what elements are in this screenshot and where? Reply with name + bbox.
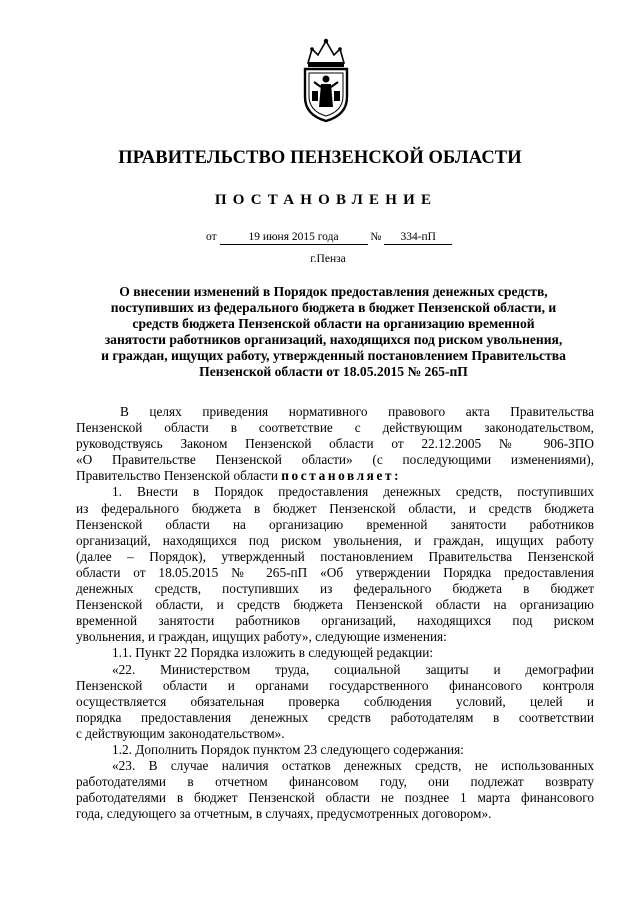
document-number: 334-пП (384, 230, 452, 245)
subject-line: поступивших из федерального бюджета в бюджет Пензенской области, и (110, 300, 557, 316)
body-line: работодателями в отчетном финансовом году, они подлежат возврату (76, 774, 594, 790)
body-line: организаций, находящихся под риском увольнения, и граждан, ищущих работу (76, 532, 594, 548)
body-line: работодателями в бюджет Пензенской области не позднее 1 марта финансового (76, 790, 594, 806)
body-line: «23. В случае наличия остатков денежных средств, не использованных (112, 758, 594, 774)
body-line: руководствуясь Законом Пензенской области от 22.12.2005 № 906-ЗПО (76, 436, 594, 452)
body-line: «О Правительстве Пензенской области» (с последующими изменениями), (76, 452, 594, 468)
date-number-line (206, 230, 452, 245)
document-body (76, 404, 594, 822)
subject-line: и граждан, ищущих работу, утвержденный постановлением Правительства (101, 348, 566, 364)
body-line: временной занятости работников организаций, находящихся под риском (76, 613, 594, 629)
body-line: В целях приведения нормативного правового акта Правительства (120, 404, 594, 419)
body-line (76, 468, 594, 484)
subject-line: занятости работников организаций, находящихся под риском увольнения, (104, 332, 563, 348)
penza-region-coat-of-arms-icon (302, 35, 350, 123)
subject-line: средств бюджета Пензенской области на организацию временной (132, 316, 535, 332)
body-line: порядка предоставления денежных средств работодателям в соответствии (76, 709, 594, 725)
city: г.Пенза (310, 253, 346, 265)
government-title: ПРАВИТЕЛЬСТВО ПЕНЗЕНСКОЙ ОБЛАСТИ (118, 148, 522, 168)
body-line: года, следующего за отчетным, в случаях, предусмотренных договором». (76, 806, 492, 822)
body-line: области от 18.05.2015 № 265-пП «Об утверждении Порядка предоставления (76, 564, 594, 580)
body-line: с действующим законодательством». (76, 725, 285, 741)
document-type: ПОСТАНОВЛЕНИЕ (214, 192, 438, 208)
body-line: Пензенской области, и средств бюджета Пензенской области на организацию (76, 597, 594, 613)
body-line: 1. Внести в Порядок предоставления денежных средств, поступивших (112, 484, 594, 500)
document-date: 19 июня 2015 года (220, 230, 368, 245)
body-line: 1.1. Пункт 22 Порядка изложить в следующей редакции: (112, 645, 434, 661)
body-line: «22. Министерством труда, социальной защиты и демографии (112, 661, 594, 677)
subject-line: Пензенской области от 18.05.2015 № 265-пП (199, 364, 468, 380)
body-line: из федерального бюджета в бюджет Пензенской области, и средств бюджета (76, 500, 594, 516)
resolves-keyword: постановляет: (281, 468, 402, 484)
body-line: 1.2. Дополнить Порядок пунктом 23 следующего содержания: (112, 741, 464, 757)
body-line: Пензенской области на организацию временной занятости работников (76, 516, 594, 532)
body-text: Правительство Пензенской области (76, 468, 282, 484)
number-prefix: № (370, 231, 382, 243)
body-line: (далее – Порядок), утвержденный постановлением Правительства Пензенской (76, 548, 594, 564)
date-prefix: от (206, 231, 217, 243)
body-line: увольнения, и граждан, ищущих работу», следующие изменения: (76, 629, 447, 645)
body-line: Пензенской области и органами государственного финансового контроля (76, 677, 594, 693)
document-subject (76, 284, 591, 381)
body-line: денежных средств, поступивших из федерального бюджета в бюджет (76, 581, 594, 597)
body-line: Пензенской области в соответствие с действующим законодательством, (76, 420, 594, 436)
body-line: осуществляется обязательная проверка соблюдения условий, целей и (76, 693, 594, 709)
subject-line: О внесении изменений в Порядок предоставления денежных средств, (119, 284, 548, 299)
